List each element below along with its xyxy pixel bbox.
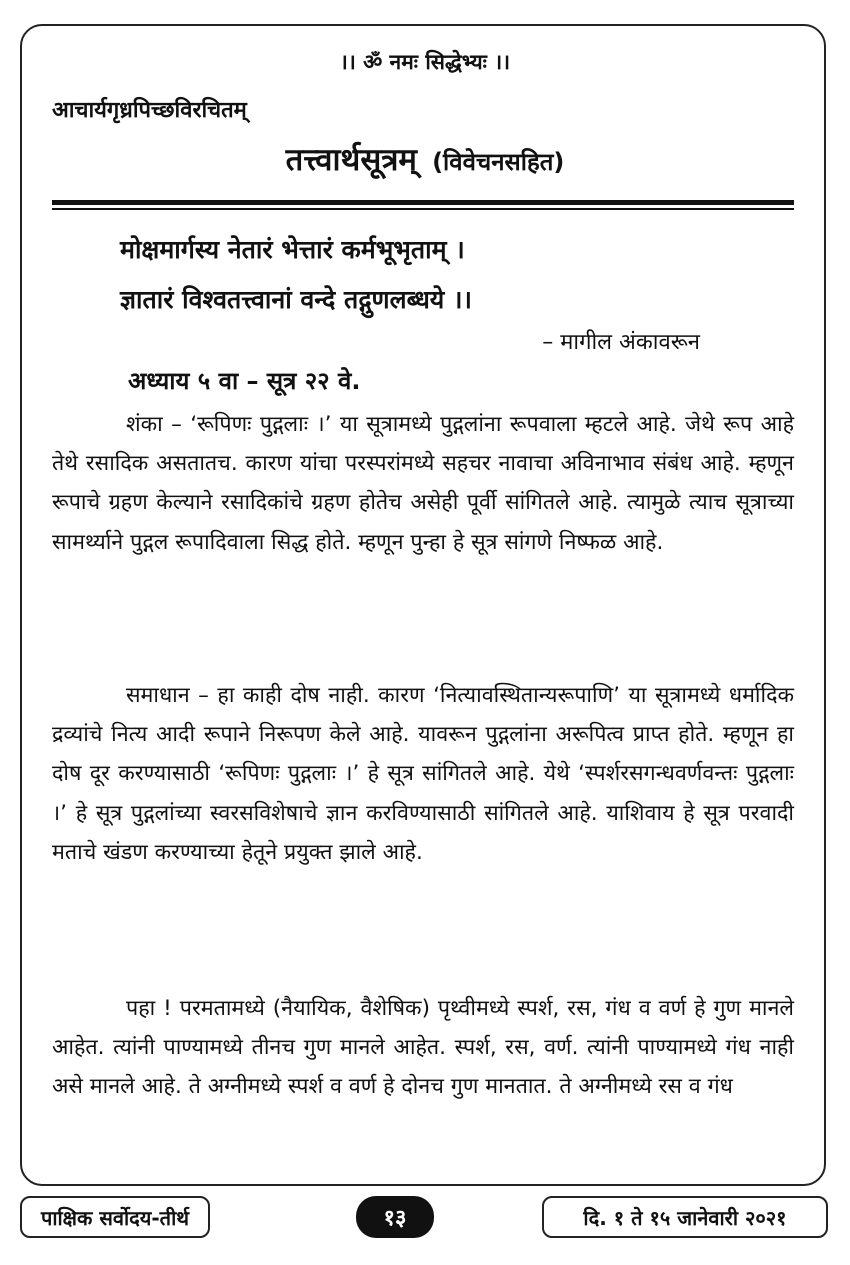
body-paragraph-3 [52,989,794,1107]
verse-source: – मागील अंकावरून [542,330,700,355]
footer-publication: पाक्षिक सर्वोदय-तीर्थ [20,1196,210,1238]
invocation: ।। ॐ नमः सिद्धेभ्यः ।। [339,50,511,74]
paragraph-text: समाधान – हा काही दोष नाही. कारण ‘नित्यावस्थितान्यरूपाणि’ या सूत्रामध्ये धर्मादिक द्रव्यांचे नित्य आदी रूपाने निरूपण केले आहे. यावरून पुद्गलांना अरूपित्व प्राप्त होते. म्हणून हा दोष दूर करण्यासाठी ‘रूपिणः पुद्गलाः ।’ हे सूत्र सांगितले आहे. येथे ‘स्पर्शरसगन्धवर्णवन्तः पुद्गलाः ।’ हे सूत्र पुद्गलांच्या स्वरसविशेषाचे ज्ञान करविण्यासाठी सांगितले आहे. याशिवाय हे सूत्र परवादी मताचे खंडण करण्याच्या हेतूने प्रयुक्त झाले आहे. [52,683,794,865]
body-paragraph-2 [52,676,794,872]
chapter-heading: अध्याय ५ वा – सूत्र २२ वे. [128,367,361,395]
footer-date: दि. १ ते १५ जानेवारी २०२१ [542,1196,828,1238]
verse-line-2: ज्ञातारं विश्वतत्त्वानां वन्दे तद्गुणलब्धये ।। [120,285,472,314]
author-line: आचार्यगृध्रपिच्छविरचितम् [52,98,247,123]
page-number: १३ [356,1196,434,1238]
verse-line-1: मोक्षमार्गस्य नेतारं भेत्तारं कर्मभूभृताम् । [120,235,465,264]
paragraph-text: पहा ! परमतामध्ये (नैयायिक, वैशेषिक) पृथ्वीमध्ये स्पर्श, रस, गंध व वर्ण हे गुण मानले आहेत. त्यांनी पाण्यामध्ये तीनच गुण मानले आहेत. स्पर्श, रस, वर्ण. त्यांनी पाण्यामध्ये गंध नाही असे मानले आहे. ते अग्नीमध्ये स्पर्श व वर्ण हे दोनच गुण मानतात. ते अग्नीमध्ये रस व गंध [52,996,794,1100]
page-subtitle: (विवेचनसहित) [432,148,565,176]
title-row [0,138,850,180]
body-paragraph-1 [52,405,794,562]
divider-thin [52,208,794,210]
paragraph-text: शंका – ‘रूपिणः पुद्गलाः ।’ या सूत्रामध्ये पुद्गलांना रूपवाला म्हटले आहे. जेथे रूप आहे तेथे रसादिक असतातच. कारण यांचा परस्परांमध्ये सहचर नावाचा अविनाभाव संबंध आहे. म्हणून रूपाचे ग्रहण केल्याने रसादिकांचे ग्रहण होतेच असेही पूर्वी सांगितले आहे. त्यामुळे त्याच सूत्राच्या सामर्थ्याने पुद्गल रूपादिवाला सिद्ध होते. म्हणून पुन्हा हे सूत्र सांगणे निष्फळ आहे. [52,412,794,555]
divider-thick [52,200,794,205]
page-title: तत्त्वार्थसूत्रम् [285,142,417,178]
